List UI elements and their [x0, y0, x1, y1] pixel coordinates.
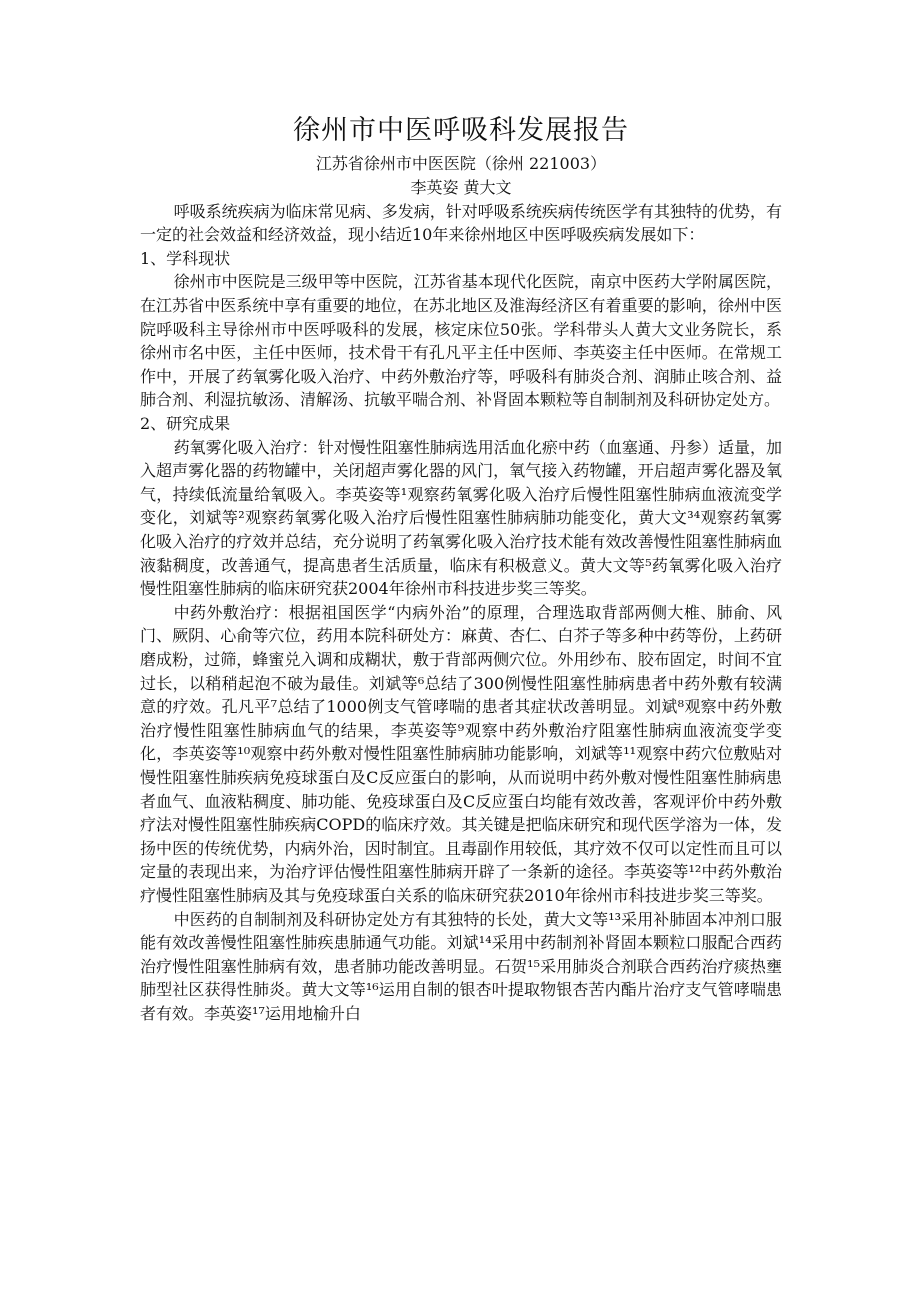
section-1-paragraph: 徐州市中医院是三级甲等中医院，江苏省基本现代化医院，南京中医药大学附属医院，在江苏省中医系统中享有重要的地位，在苏北地区及淮海经济区有着重要的影响，徐州中医院呼吸科主导徐州市中医呼吸科的发展，核定床位50张。学科带头人黄大文业务院长，系徐州市名中医，主任中医师，技术骨干有孔凡平主任中医师、李英姿主任中医师。在常规工作中，开展了药氧雾化吸入治疗、中药外敷治疗等，呼吸科有肺炎合剂、润肺止咳合剂、益肺合剂、利湿抗敏汤、清解汤、抗敏平喘合剂、补肾固本颗粒等自制制剂及科研协定处方。 — [140, 272, 782, 410]
section-2-paragraph-1: 药氧雾化吸入治疗：针对慢性阻塞性肺病选用活血化瘀中药（血塞通、丹参）适量，加入超声雾化器的药物罐中，关闭超声雾化器的风门，氧气接入药物罐，开启超声雾化器及氧气，持续低流量给氧吸入。李英姿等¹观察药氧雾化吸入治疗后慢性阻塞性肺病血液流变学变化，刘斌等²观察药氧雾化吸入治疗后慢性阻塞性肺病肺功能变化，黄大文³⁴观察药氧雾化吸入治疗的疗效并总结，充分说明了药氧雾化吸入治疗技术能有效改善慢性阻塞性肺病血液黏稠度，改善通气，提高患者生活质量，临床有积极意义。黄大文等⁵药氧雾化吸入治疗慢性阻塞性肺病的临床研究获2004年徐州市科技进步奖三等奖。 — [140, 437, 782, 599]
section-1-heading: 1、学科现状 — [140, 248, 231, 268]
document-page — [140, 110, 782, 1025]
affiliation: 江苏省徐州市中医医院（徐州 221003） — [315, 153, 607, 173]
section-2-heading: 2、研究成果 — [140, 414, 231, 434]
document-title: 徐州市中医呼吸科发展报告 — [293, 115, 629, 146]
section-2-paragraph-3: 中医药的自制制剂及科研协定处方有其独特的长处，黄大文等¹³采用补肺固本冲剂口服能有效改善慢性阻塞性肺疾患肺通气功能。刘斌¹⁴采用中药制剂补肾固本颗粒口服配合西药治疗慢性阻塞性肺病有效，患者肺功能改善明显。石贺¹⁵采用肺炎合剂联合西药治疗痰热壅肺型社区获得性肺炎。黄大文等¹⁶运用自制的银杏叶提取物银杏苦内酯片治疗支气管哮喘患者有效。李英姿¹⁷运用地榆升白 — [140, 909, 782, 1023]
intro-paragraph: 呼吸系统疾病为临床常见病、多发病，针对呼吸系统疾病传统医学有其独特的优势，有一定的社会效益和经济效益，现小结近10年来徐州地区中医呼吸疾病发展如下： — [140, 201, 782, 245]
authors: 李英姿 黄大文 — [410, 177, 512, 197]
section-2-paragraph-2: 中药外敷治疗：根据祖国医学“内病外治”的原理，合理选取背部两侧大椎、肺俞、风门、厥阴、心俞等穴位，药用本院科研处方：麻黄、杏仁、白芥子等多种中药等份，上药研磨成粉，过筛，蜂蜜兑入调和成糊状，敷于背部两侧穴位。外用纱布、胶布固定，时间不宜过长，以稍稍起泡不破为最佳。刘斌等⁶总结了300例慢性阻塞性肺病患者中药外敷有较满意的疗效。孔凡平⁷总结了1000例支气管哮喘的患者其症状改善明显。刘斌⁸观察中药外敷治疗慢性阻塞性肺病血气的结果，李英姿等⁹观察中药外敷治疗阻塞性肺病血液流变学变化，李英姿等¹⁰观察中药外敷对慢性阻塞性肺病肺功能影响，刘斌等¹¹观察中药穴位敷贴对慢性阻塞性肺疾病免疫球蛋白及C反应蛋白的影响，从而说明中药外敷对慢性阻塞性肺病患者血气、血液粘稠度、肺功能、免疫球蛋白及C反应蛋白均能有效改善，客观评价中药外敷疗法对慢性阻塞性肺疾病COPD的临床疗效。其关键是把临床研究和现代医学溶为一体，发扬中医的传统优势，内病外治，因时制宜。且毒副作用较低，其疗效不仅可以定性而且可以定量的表现出来，为治疗评估慢性阻塞性肺病开辟了一条新的途径。李英姿等¹²中药外敷治疗慢性阻塞性肺病及其与免疫球蛋白关系的临床研究获2010年徐州市科技进步奖三等奖。 — [140, 602, 782, 905]
